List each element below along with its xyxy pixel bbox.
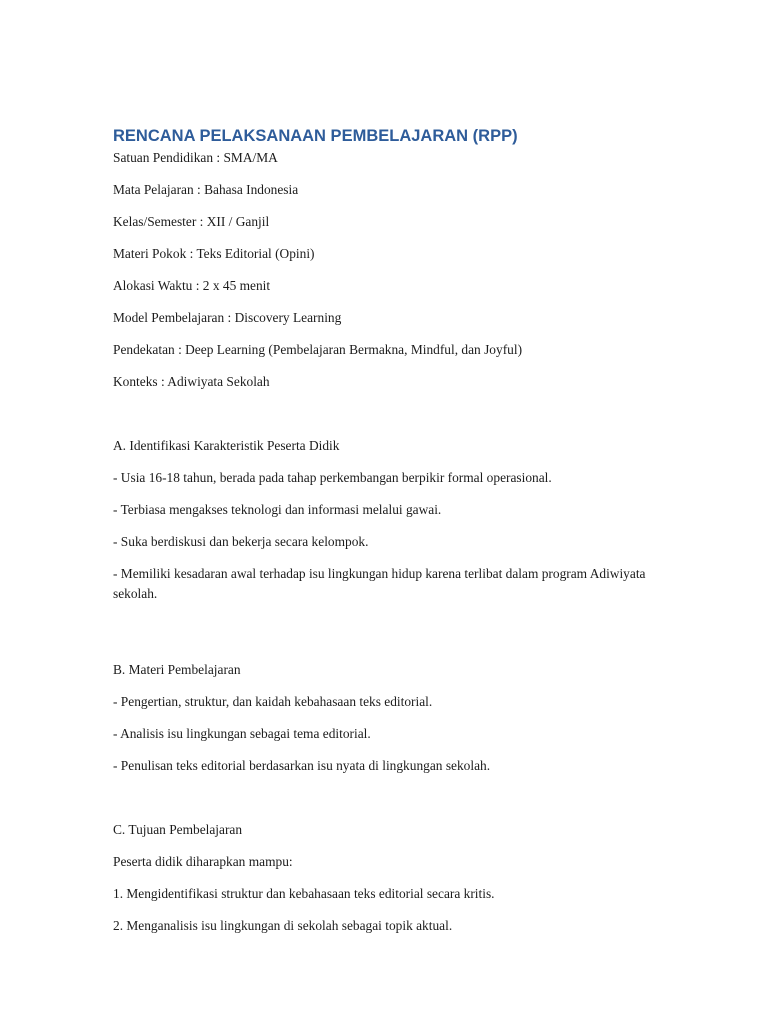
- list-item: - Analisis isu lingkungan sebagai tema editorial.: [113, 726, 371, 741]
- section-c: [113, 820, 673, 948]
- meta-alokasi-waktu: Alokasi Waktu : 2 x 45 menit: [113, 278, 271, 293]
- document-title: RENCANA PELAKSANAAN PEMBELAJARAN (RPP): [113, 127, 518, 145]
- list-item: - Usia 16-18 tahun, berada pada tahap perkembangan berpikir formal operasional.: [113, 470, 552, 485]
- spacer: [113, 788, 673, 820]
- list-item: - Pengertian, struktur, dan kaidah kebahasaan teks editorial.: [113, 694, 433, 709]
- section-heading: C. Tujuan Pembelajaran: [113, 822, 243, 837]
- spacer: [113, 404, 673, 436]
- meta-mata-pelajaran: Mata Pelajaran : Bahasa Indonesia: [113, 182, 299, 197]
- list-item: - Suka berdiskusi dan bekerja secara kelompok.: [113, 534, 369, 549]
- section-intro: Peserta didik diharapkan mampu:: [113, 854, 293, 869]
- spacer: [113, 628, 673, 660]
- document-page: [113, 124, 673, 948]
- list-item: - Memiliki kesadaran awal terhadap isu lingkungan hidup karena terlibat dalam program Adiwiyata sekolah.: [113, 566, 646, 601]
- meta-satuan-pendidikan: Satuan Pendidikan : SMA/MA: [113, 150, 278, 165]
- meta-kelas-semester: Kelas/Semester : XII / Ganjil: [113, 214, 270, 229]
- meta-materi-pokok: Materi Pokok : Teks Editorial (Opini): [113, 246, 315, 261]
- section-b: [113, 660, 673, 788]
- meta-model-pembelajaran: Model Pembelajaran : Discovery Learning: [113, 310, 342, 325]
- section-heading: A. Identifikasi Karakteristik Peserta Didik: [113, 438, 340, 453]
- meta-pendekatan: Pendekatan : Deep Learning (Pembelajaran Bermakna, Mindful, dan Joyful): [113, 342, 523, 357]
- list-item: - Terbiasa mengakses teknologi dan informasi melalui gawai.: [113, 502, 442, 517]
- meta-block: [113, 148, 673, 404]
- section-heading: B. Materi Pembelajaran: [113, 662, 241, 677]
- meta-konteks: Konteks : Adiwiyata Sekolah: [113, 374, 270, 389]
- list-item: - Penulisan teks editorial berdasarkan isu nyata di lingkungan sekolah.: [113, 758, 491, 773]
- section-a: [113, 436, 673, 616]
- list-item: 2. Menganalisis isu lingkungan di sekolah sebagai topik aktual.: [113, 918, 453, 933]
- list-item: 1. Mengidentifikasi struktur dan kebahasaan teks editorial secara kritis.: [113, 886, 495, 901]
